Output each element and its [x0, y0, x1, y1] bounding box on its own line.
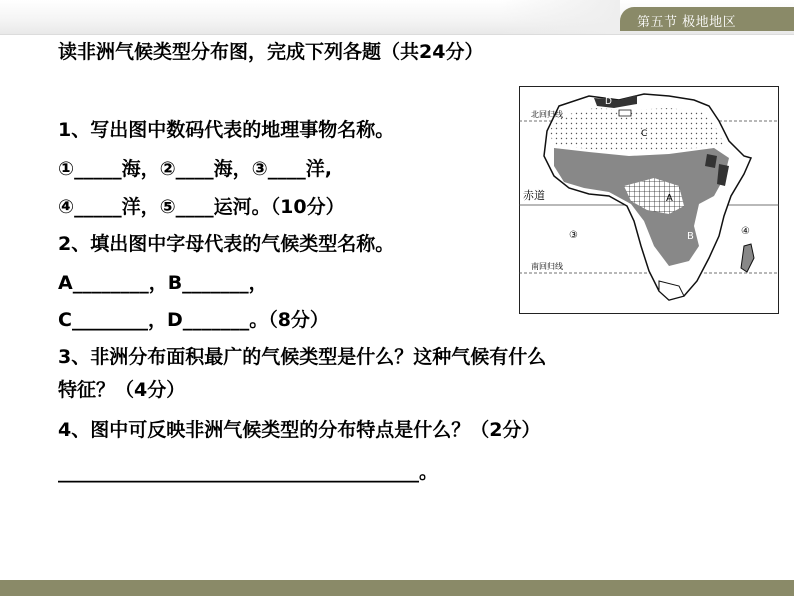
q1-title: 1、写出图中数码代表的地理事物名称。 — [58, 119, 395, 141]
label-number-3: ③ — [569, 230, 578, 241]
label-climate-b: B — [687, 231, 694, 242]
q2-blanks-2: C________，D_______。（8分） — [58, 309, 329, 331]
label-climate-c: C — [641, 129, 648, 139]
question-intro: 读非洲气候类型分布图，完成下列各题（共24分） — [58, 41, 484, 63]
q4-answer-line: ______________________________________。 — [58, 461, 439, 483]
header-decoration — [500, 0, 620, 34]
label-climate-d: D — [605, 97, 612, 107]
q1-blanks-1: ①_____海，②____海，③____洋, — [58, 158, 332, 180]
section-title: 第五节 极地地区 — [637, 15, 737, 30]
q4-title: 4、图中可反映非洲气候类型的分布特点是什么？（2分） — [58, 419, 541, 441]
desert-zone — [549, 108, 724, 152]
footer-bar — [0, 580, 794, 596]
q3-line-2: 特征？（4分） — [58, 379, 186, 401]
label-climate-a: A — [666, 193, 673, 204]
label-tropic-north: 北回归线 — [531, 110, 563, 119]
africa-climate-map — [519, 86, 779, 314]
label-tropic-south: 南回归线 — [531, 262, 563, 271]
q1-blanks-2: ④_____洋，⑤____运河。（10分） — [58, 196, 345, 218]
q2-title: 2、填出图中字母代表的气候类型名称。 — [58, 233, 395, 255]
q3-line-1: 3、非洲分布面积最广的气候类型是什么？这种气候有什么 — [58, 346, 547, 368]
label-number-4: ④ — [741, 226, 750, 237]
label-equator: 赤道 — [523, 189, 545, 202]
q2-blanks-1: A________，B_______， — [58, 272, 268, 294]
